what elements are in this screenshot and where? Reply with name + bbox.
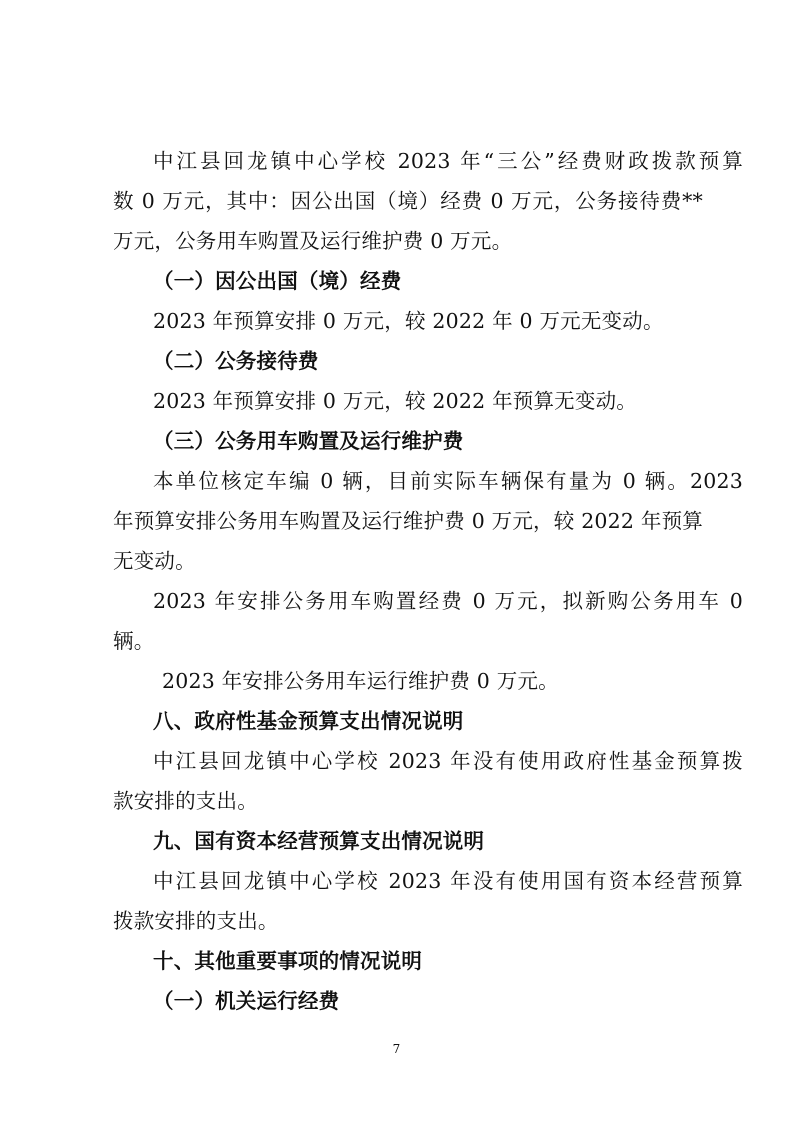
paragraph-three-public-funds-line-1: 中江县回龙镇中心学校 2023 年“三公”经费财政拨款预算 xyxy=(153,149,743,173)
page-number: 7 xyxy=(392,1042,401,1056)
paragraph-overseas-travel-budget: 2023 年预算安排 0 万元，较 2022 年 0 万元无变动。 xyxy=(153,309,664,333)
paragraph-state-capital-line-1: 中江县回龙镇中心学校 2023 年没有使用国有资本经营预算 xyxy=(153,869,743,893)
paragraph-three-public-funds-line-2: 数 0 万元，其中：因公出国（境）经费 0 万元，公务接待费** xyxy=(113,189,703,213)
paragraph-vehicles-line-3: 无变动。 xyxy=(113,549,196,573)
paragraph-government-fund-line-2: 款安排的支出。 xyxy=(113,789,258,813)
paragraph-state-capital-line-2: 拨款安排的支出。 xyxy=(113,909,279,933)
paragraph-government-fund-line-1: 中江县回龙镇中心学校 2023 年没有使用政府性基金预算拨 xyxy=(153,749,743,773)
paragraph-vehicles-line-1: 本单位核定车编 0 辆，目前实际车辆保有量为 0 辆。2023 xyxy=(153,469,743,493)
paragraph-vehicle-purchase-line-1: 2023 年安排公务用车购置经费 0 万元，拟新购公务用车 0 xyxy=(153,589,743,613)
heading-state-capital-budget: 九、国有资本经营预算支出情况说明 xyxy=(153,829,485,853)
heading-government-fund-budget: 八、政府性基金预算支出情况说明 xyxy=(153,709,464,733)
paragraph-vehicles-line-2: 年预算安排公务用车购置及运行维护费 0 万元，较 2022 年预算 xyxy=(113,509,703,533)
heading-agency-operating-funds: （一）机关运行经费 xyxy=(153,989,340,1013)
paragraph-official-reception-budget: 2023 年预算安排 0 万元，较 2022 年预算无变动。 xyxy=(153,389,637,413)
paragraph-vehicle-purchase-line-2: 辆。 xyxy=(113,629,155,653)
heading-other-important-matters: 十、其他重要事项的情况说明 xyxy=(153,949,423,973)
heading-official-reception: （二）公务接待费 xyxy=(153,349,319,373)
paragraph-three-public-funds-line-3: 万元，公务用车购置及运行维护费 0 万元。 xyxy=(113,229,513,253)
heading-overseas-travel-funds: （一）因公出国（境）经费 xyxy=(153,269,402,293)
paragraph-vehicle-maintenance: 2023 年安排公务用车运行维护费 0 万元。 xyxy=(162,669,559,693)
heading-official-vehicles: （三）公务用车购置及运行维护费 xyxy=(153,429,464,453)
